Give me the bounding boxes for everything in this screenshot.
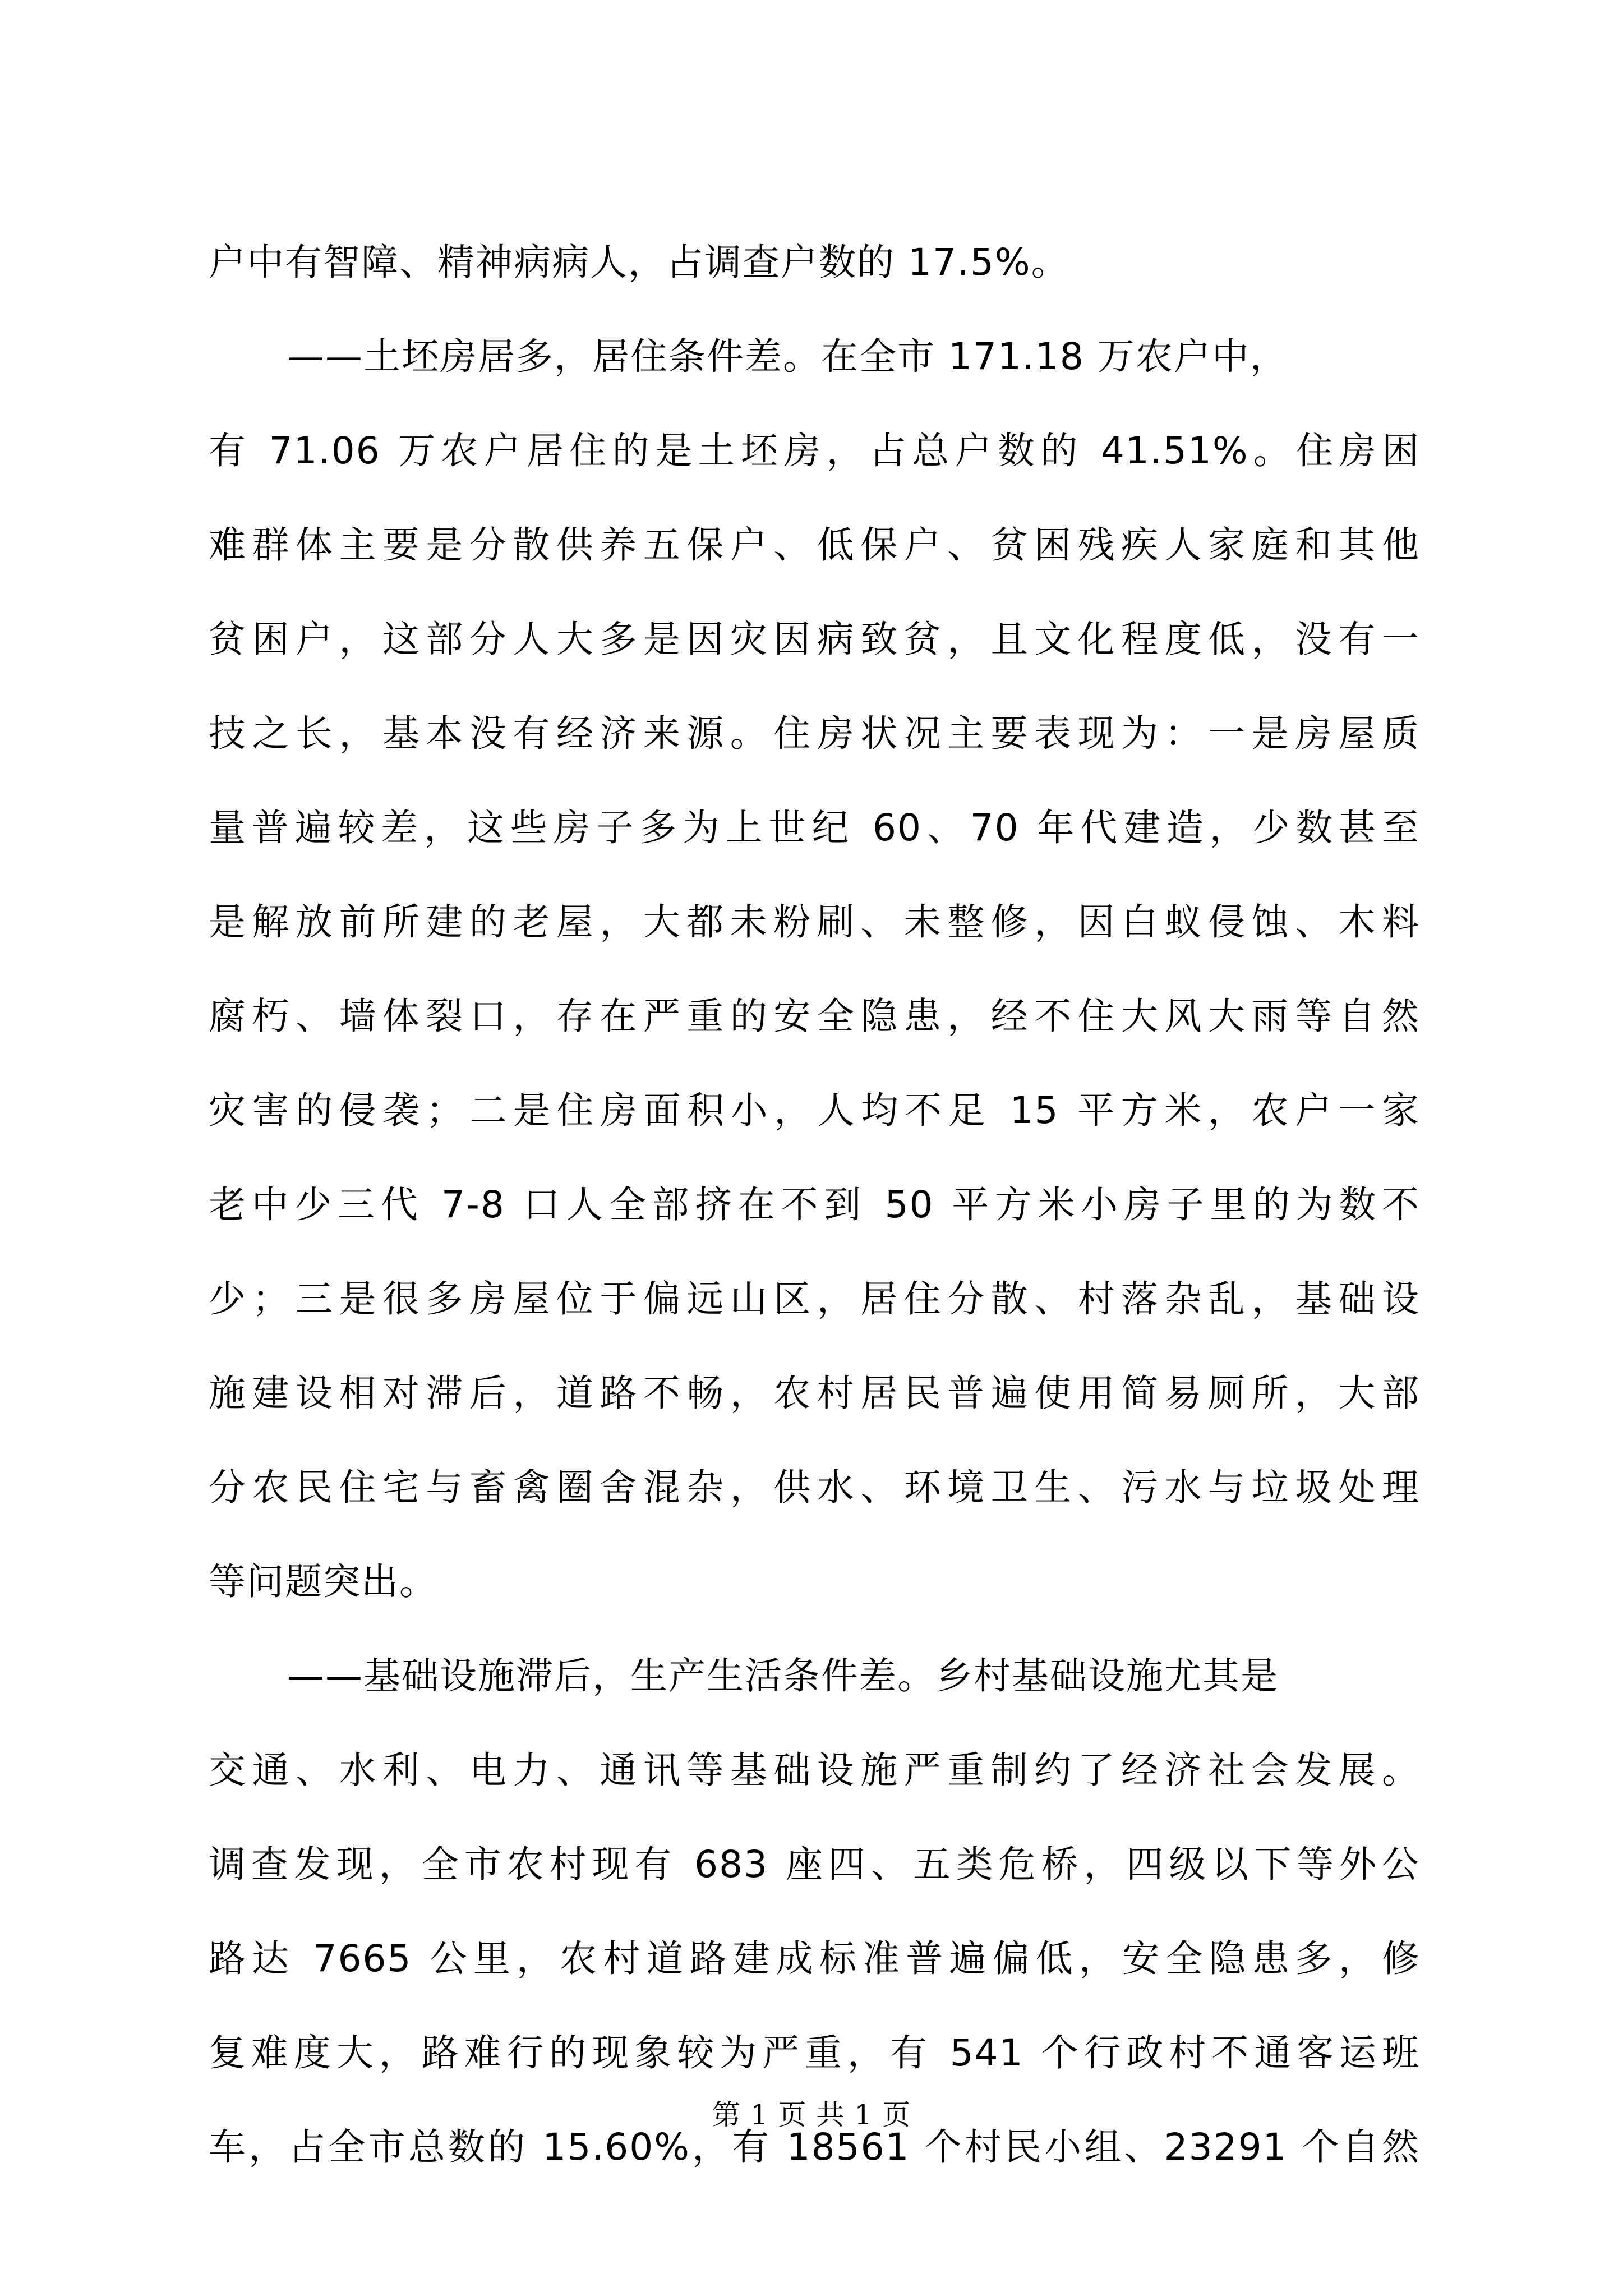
text-line: ——基础设施滞后，生产生活条件差。乡村基础设施尤其是 <box>287 1654 1279 1697</box>
text-line: 量普遍较差，这些房子多为上世纪 60、70 年代建造，少数甚至 <box>209 806 1420 849</box>
text-line: 有 71.06 万农户居住的是土坯房，占总户数的 41.51%。住房困 <box>209 429 1420 472</box>
text-line: 腐朽、墙体裂口，存在严重的安全隐患，经不住大风大雨等自然 <box>209 995 1420 1038</box>
text-line: 施建设相对滞后，道路不畅，农村居民普遍使用简易厕所，大部 <box>209 1372 1420 1415</box>
text-line: 车，占全市总数的 15.60%，有 18561 个村民小组、23291 个自然 <box>209 2125 1420 2169</box>
text-line: 复难度大，路难行的现象较为严重，有 541 个行政村不通客运班 <box>209 2031 1420 2074</box>
text-line: 等问题突出。 <box>209 1560 437 1603</box>
text-line: 调查发现，全市农村现有 683 座四、五类危桥，四级以下等外公 <box>209 1843 1420 1886</box>
text-line: 少；三是很多房屋位于偏远山区，居住分散、村落杂乱，基础设 <box>209 1277 1420 1320</box>
text-line: 是解放前所建的老屋，大都未粉刷、未整修，因白蚁侵蚀、木料 <box>209 900 1420 944</box>
text-line: 路达 7665 公里，农村道路建成标准普遍偏低，安全隐患多，修 <box>209 1937 1420 1980</box>
text-line: 户中有智障、精神病病人，占调查户数的 17.5%。 <box>209 241 1069 284</box>
text-line: 分农民住宅与畜禽圈舍混杂，供水、环境卫生、污水与垃圾处理 <box>209 1466 1420 1509</box>
page-number-footer: 第 1 页 共 1 页 <box>712 2099 911 2131</box>
text-line: 难群体主要是分散供养五保户、低保户、贫困残疾人家庭和其他 <box>209 523 1420 567</box>
text-line: 灾害的侵袭；二是住房面积小，人均不足 15 平方米，农户一家 <box>209 1089 1420 1132</box>
text-line: 贫困户，这部分人大多是因灾因病致贫，且文化程度低，没有一 <box>209 618 1420 661</box>
text-line: 老中少三代 7-8 口人全部挤在不到 50 平方米小房子里的为数不 <box>209 1183 1420 1226</box>
document-body <box>209 215 1420 2194</box>
text-line: 技之长，基本没有经济来源。住房状况主要表现为：一是房屋质 <box>209 712 1420 755</box>
text-line: 交通、水利、电力、通讯等基础设施严重制约了经济社会发展。 <box>209 1749 1420 1792</box>
text-line: ——土坯房居多，居住条件差。在全市 171.18 万农户中， <box>287 335 1288 378</box>
